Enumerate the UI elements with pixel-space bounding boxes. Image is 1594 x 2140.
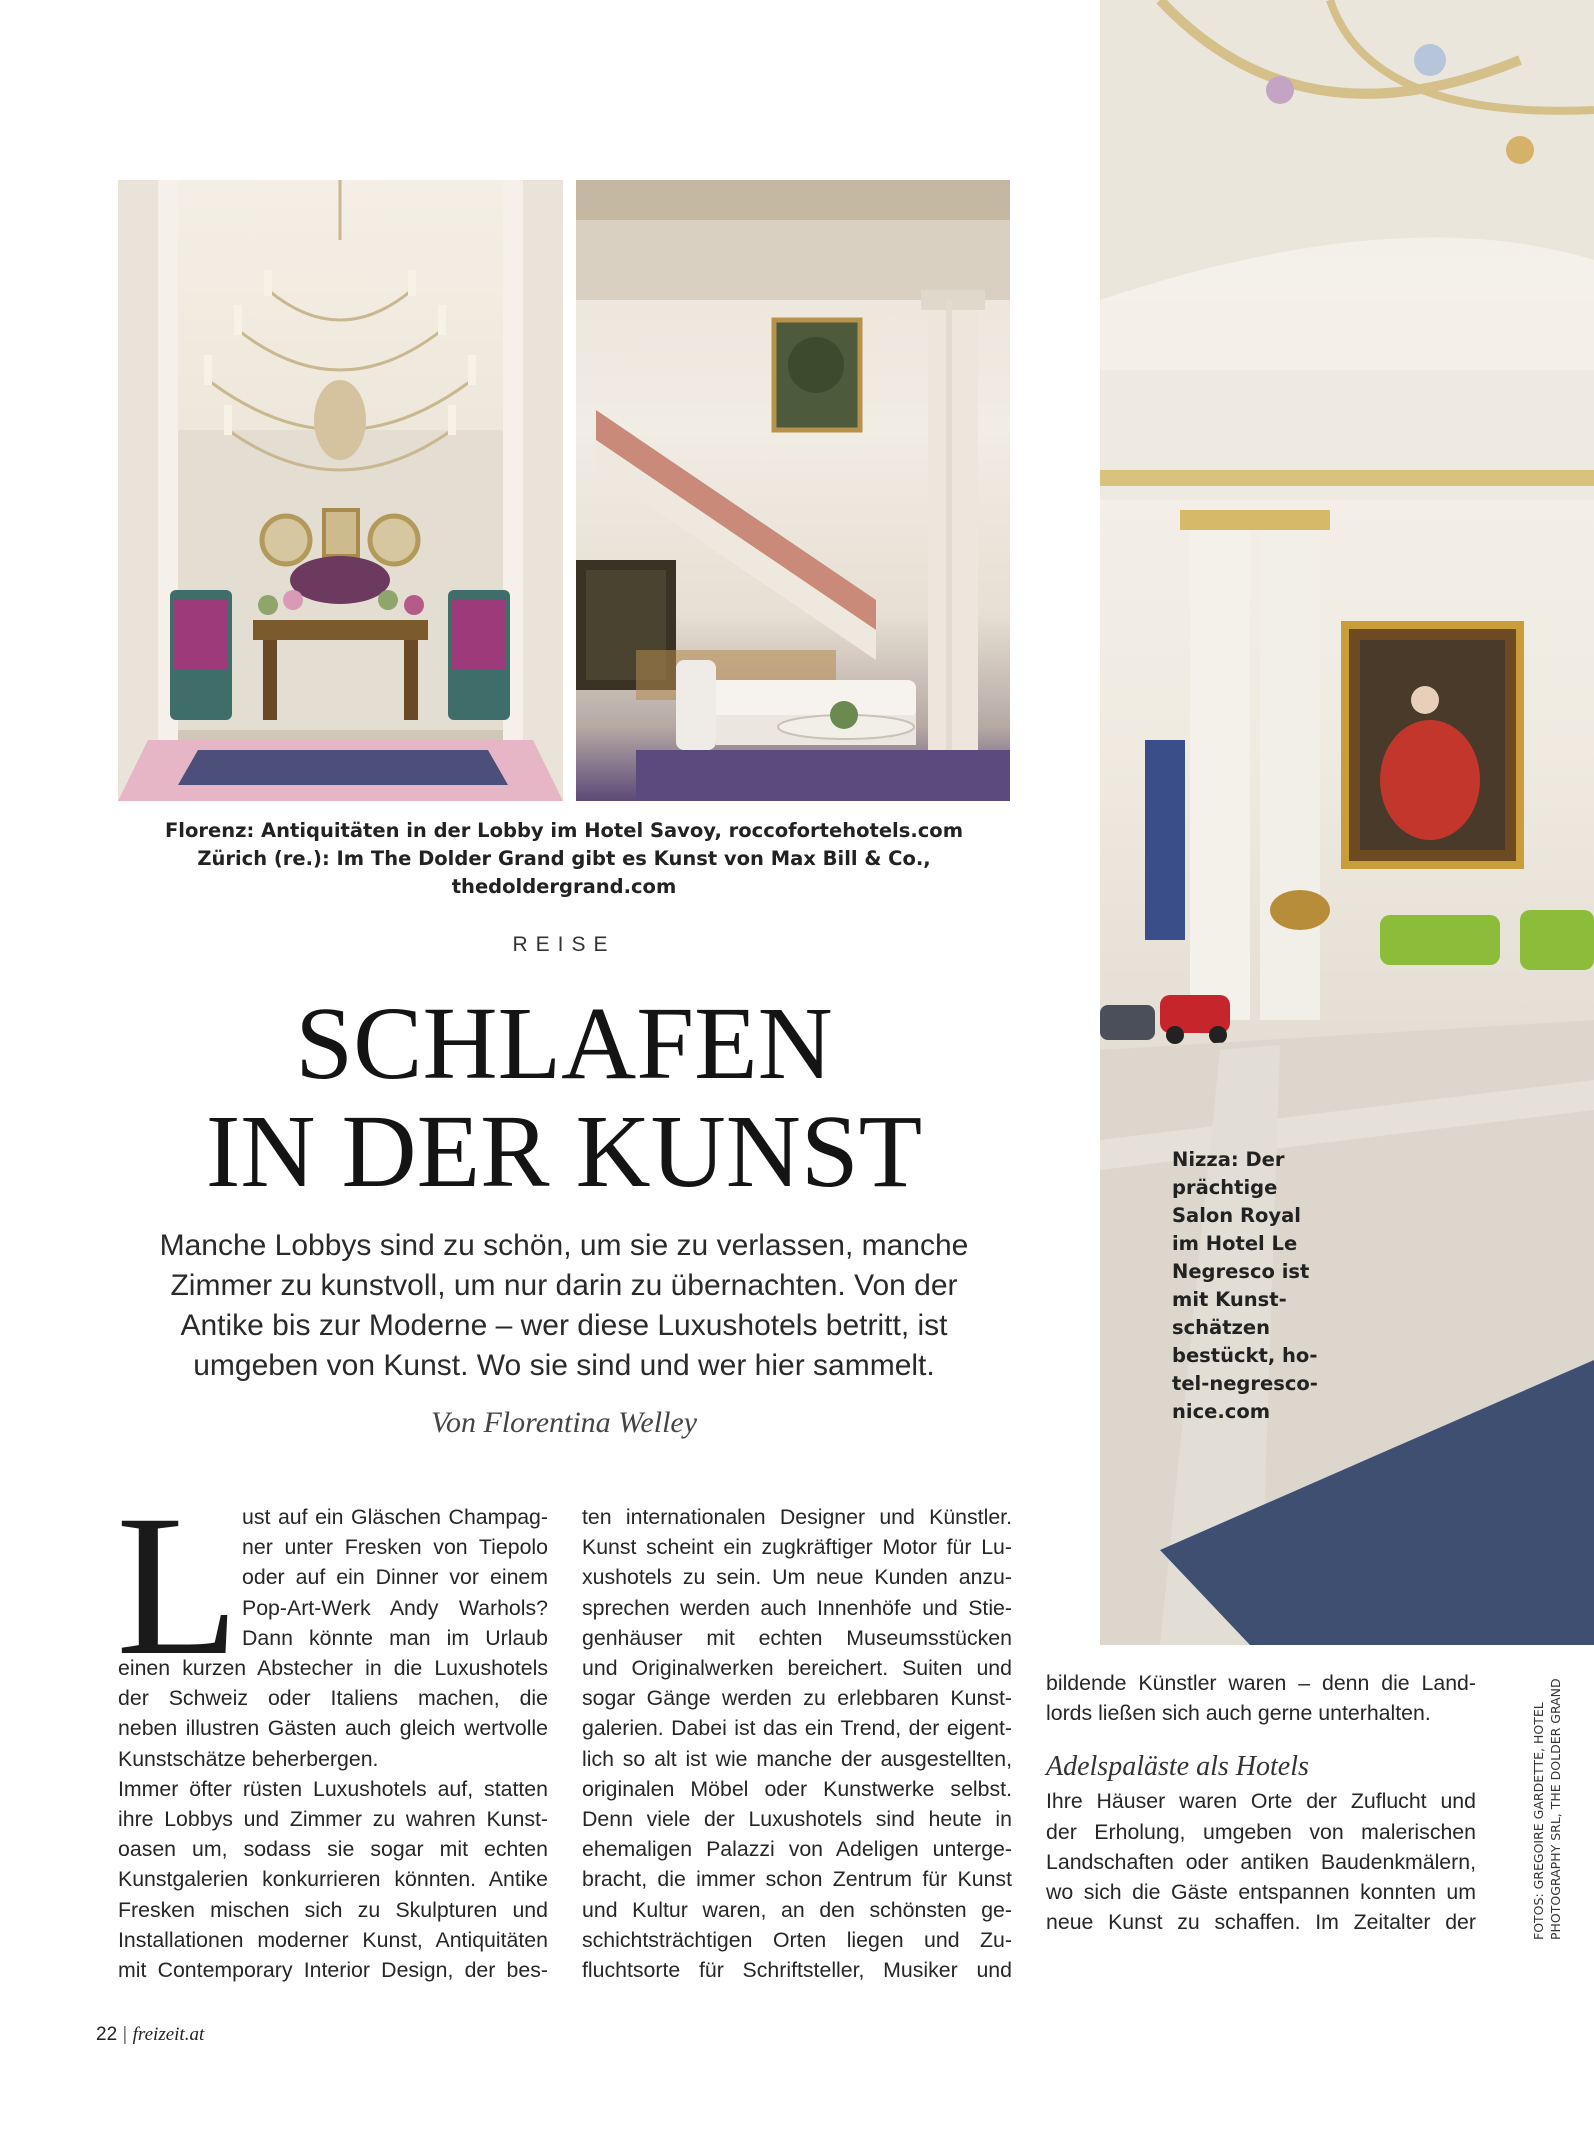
body-line: oder auf ein Dinner vor einem [242,1565,548,1590]
body-column-3 [1046,1668,1476,1937]
body-line: oasen um, sodass sie sogar mit echten [118,1837,548,1862]
photo-caption-nice [1172,1146,1322,1426]
photo-florence-hotel-savoy-lobby [118,180,563,801]
lead-line: Zimmer zu kunstvoll, um nur darin zu übernachten. Von der [170,1269,958,1302]
lead-line: umgeben von Kunst. Wo sie sind und wer hier sammelt. [193,1349,935,1382]
site-name: freizeit.at [132,2024,205,2045]
body-line: schichtsträchtigen Orten liegen und Zu- [582,1927,1012,1952]
body-line: mit Contemporary Interior Design, der bes- [118,1958,548,1983]
folio-separator: | [122,2024,128,2045]
body-line: Fresken mischen sich zu Skulpturen und [118,1897,548,1922]
body-line: ust auf ein Gläschen Champag- [242,1505,548,1529]
headline [118,986,1010,1209]
page-folio [96,2024,204,2046]
body-line: Immer öfter rüsten Luxushotels auf, statten [118,1776,548,1801]
body-line: der Erholung, umgeben von malerischen [1046,1819,1476,1844]
body-line: neue Kunst zu schaffen. Im Zeitalter der [1046,1910,1476,1935]
body-line: Denn viele der Luxushotels sind heute in [582,1807,1012,1832]
body-line: ten internationalen Designer und Künstler. [582,1505,1012,1529]
body-line: ner unter Fresken von Tiepolo [242,1535,548,1560]
body-line: einen kurzen Abstecher in die Luxushotels [118,1656,548,1681]
caption-line-florence: Florenz: Antiquitäten in der Lobby im Hotel Savoy, roccofortehotels.com [164,819,964,842]
body-line: bildende Künstler waren – denn die Land- [1046,1671,1476,1695]
photo-credit [1530,1678,1564,1940]
body-line: wo sich die Gäste entspannen konnten um [1046,1880,1476,1905]
drop-cap: L [116,1473,240,1697]
headline-line-2: IN DER KUNST [205,1094,923,1209]
byline: Von Florentina Welley [430,1406,698,1439]
photo-zurich-dolder-grand-staircase [576,180,1010,801]
caption-line: Nizza: Der [1172,1148,1285,1171]
caption-line: bestückt, ho- [1172,1344,1318,1367]
caption-line-zurich: Zürich (re.): Im The Dolder Grand gibt es Kunst von Max Bill & Co., thedoldergrand.com [197,847,931,898]
caption-line: Salon Royal [1172,1204,1301,1227]
body-line: ehemaligen Palazzi von Adeligen unterge- [582,1837,1012,1862]
photo-caption-top [118,817,1010,901]
body-line: galerien. Dabei ist das ein Trend, der eigent- [582,1716,1012,1741]
body-line: und Kultur waren, an den schönsten ge- [582,1897,1012,1922]
caption-line: Negresco ist [1172,1260,1310,1283]
credit-line-2: PHOTOGRAPHY SRL, THE DOLDER GRAND [1548,1678,1563,1940]
body-line: sprechen werden auch Innenhöfe und Stie- [582,1595,1012,1620]
body-line: xushotels zu sein. Um neue Kunden anzu- [582,1565,1012,1590]
caption-line: mit Kunst- [1172,1288,1287,1311]
body-line: und Originalwerken bereichert. Suiten und [582,1656,1012,1681]
body-line: bracht, die immer schon Zentrum für Kunst [582,1867,1012,1892]
body-column-2 [582,1502,1012,1985]
credit-line-1: FOTOS: GREGOIRE GARDETTE, HOTEL [1531,1702,1546,1940]
body-line: genhäuser mit echten Museumsstücken [582,1625,1012,1650]
body-line: fluchtsorte für Schriftsteller, Musiker und [582,1958,1012,1983]
body-line: ihre Lobbys und Zimmer zu wahren Kunst- [118,1807,548,1832]
page-number: 22 [96,2024,118,2045]
headline-line-1: SCHLAFEN [295,986,833,1101]
caption-line: tel-negresco- [1172,1372,1318,1395]
body-line: Kunstschätze beherbergen. [118,1746,379,1771]
body-line: lords ließen sich auch gerne unterhalten. [1046,1701,1431,1726]
body-line: Installationen moderner Kunst, Antiquitäten [118,1927,548,1952]
body-line: neben illustren Gästen auch gleich wertvolle [118,1716,548,1741]
body-line: sogar Gänge werden zu erlebbaren Kunst- [582,1686,1012,1711]
body-line: Ihre Häuser waren Orte der Zuflucht und [1046,1789,1476,1814]
body-line: Dann könnte man im Urlaub [242,1625,548,1650]
body-line: Kunst scheint ein zugkräftiger Motor für Lu- [582,1535,1012,1560]
subheading: Adelspaläste als Hotels [1046,1751,1309,1783]
body-column-1 [116,1473,548,1985]
caption-line: im Hotel Le [1172,1232,1298,1255]
body-line: lich so alt ist wie manche der ausgestellten, [582,1746,1012,1771]
body-line: Kunstgalerien konkurrieren könnten. Antike [118,1867,548,1892]
caption-line: prächtige [1172,1176,1278,1199]
lead-line: Manche Lobbys sind zu schön, um sie zu verlassen, manche [159,1229,969,1262]
caption-line: nice.com [1172,1400,1271,1423]
body-line: Landschaften oder antiken Baudenkmälern, [1046,1849,1476,1874]
caption-line: schätzen [1172,1316,1270,1339]
body-line: der Schweiz oder Italiens machen, die [118,1686,548,1711]
body-line: originalen Möbel oder Kunstwerke selbst. [582,1776,1012,1801]
section-rubric: REISE [512,933,616,956]
lead-line: Antike bis zur Moderne – wer diese Luxushotels betritt, ist [180,1309,948,1342]
body-line: Pop-Art-Werk Andy Warhols? [242,1595,548,1620]
lead-paragraph [150,1226,978,1386]
